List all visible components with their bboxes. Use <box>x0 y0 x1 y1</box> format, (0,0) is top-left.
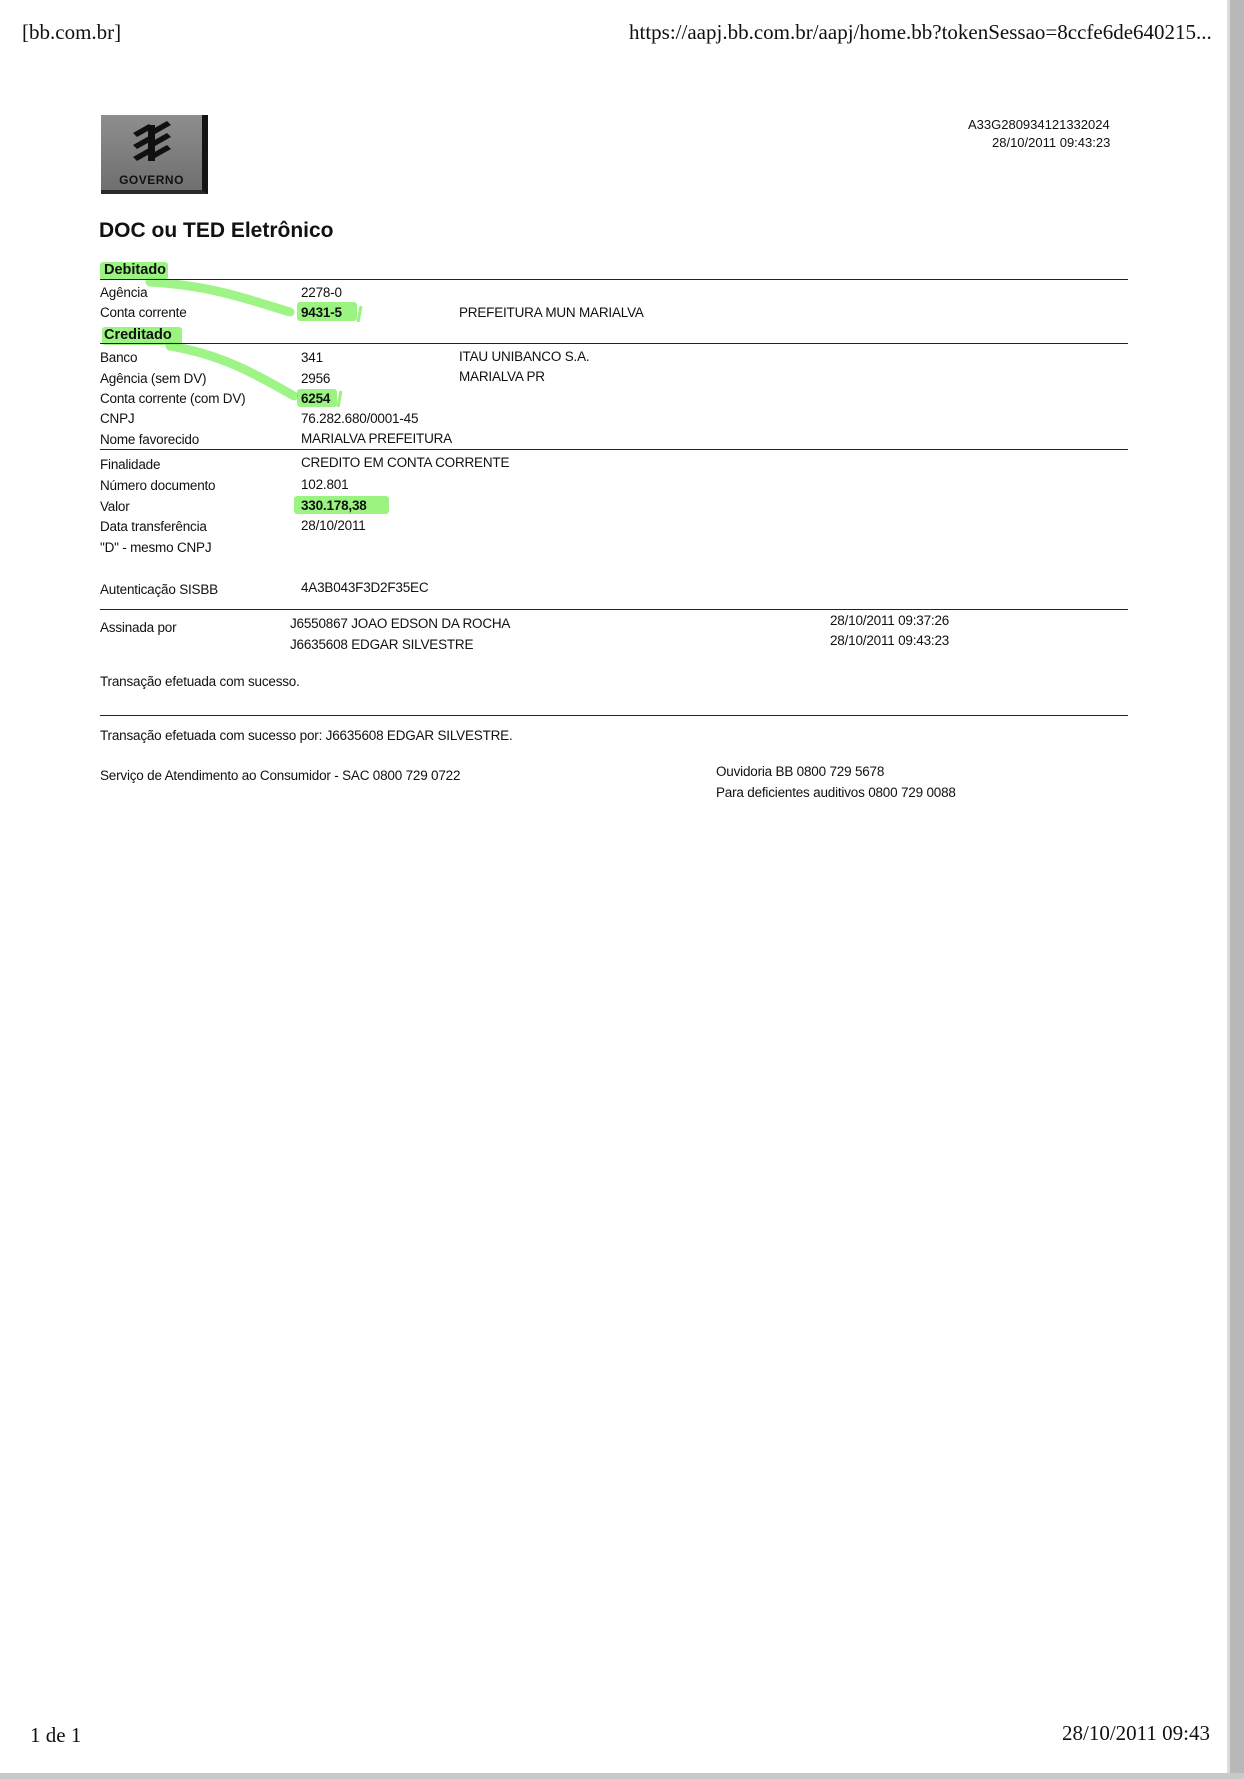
creditado-conta-label: Conta corrente (com DV) <box>100 391 246 406</box>
creditado-cidade: MARIALVA PR <box>459 369 545 384</box>
assinante-datahora: 28/10/2011 09:43:23 <box>830 633 950 648</box>
page-bottom-edge <box>0 1773 1244 1779</box>
print-footer-datetime: 28/10/2011 09:43 <box>1062 1721 1210 1745</box>
divider <box>100 609 1128 610</box>
divider <box>100 715 1128 716</box>
debitado-agencia-label: Agência <box>100 285 148 300</box>
creditado-favorecido-label: Nome favorecido <box>100 432 200 447</box>
divider <box>100 279 1128 280</box>
section-debitado-heading: Debitado <box>104 262 167 278</box>
debitado-titular: PREFEITURA MUN MARIALVA <box>459 305 644 320</box>
mesmo-cnpj-label: "D" - mesmo CNPJ <box>100 540 212 555</box>
assinada-por-label: Assinada por <box>100 620 177 635</box>
debitado-conta-value: 9431-5 <box>301 305 342 320</box>
creditado-cnpj-value: 76.282.680/0001-45 <box>301 411 419 426</box>
bb-logo-icon <box>129 121 175 165</box>
page-edge-shadow <box>1227 0 1230 1779</box>
creditado-banco-label: Banco <box>100 350 138 365</box>
status-sucesso: Transação efetuada com sucesso. <box>100 674 300 689</box>
divider <box>100 343 1128 344</box>
print-header-url: https://aapj.bb.com.br/aapj/home.bb?tokenSessao=8ccfe6de640215... <box>629 20 1212 44</box>
creditado-agencia-value: 2956 <box>301 371 331 386</box>
creditado-cnpj-label: CNPJ <box>100 411 135 426</box>
numero-documento-label: Número documento <box>100 478 216 493</box>
bb-logo <box>101 115 208 194</box>
reference-datetime: 28/10/2011 09:43:23 <box>992 135 1111 150</box>
creditado-favorecido-value: MARIALVA PREFEITURA <box>301 431 452 446</box>
print-footer-page: 1 de 1 <box>30 1723 82 1747</box>
autenticacao-value: 4A3B043F3D2F35EC <box>301 580 429 595</box>
reference-code: A33G280934121332024 <box>968 117 1110 132</box>
assinante-datahora: 28/10/2011 09:37:26 <box>830 613 950 628</box>
creditado-conta-value: 6254 <box>301 391 331 406</box>
creditado-banco-nome: ITAU UNIBANCO S.A. <box>459 349 590 364</box>
numero-documento-value: 102.801 <box>301 477 349 492</box>
print-header-site: [bb.com.br] <box>22 20 122 44</box>
sac-contato: Serviço de Atendimento ao Consumidor - SAC 0800 729 0722 <box>100 768 461 783</box>
page-edge <box>1230 0 1244 1779</box>
assinante-nome: J6550867 JOAO EDSON DA ROCHA <box>290 616 511 631</box>
debitado-agencia-value: 2278-0 <box>301 285 342 300</box>
valor-label: Valor <box>100 499 130 514</box>
assinante-nome: J6635608 EDGAR SILVESTRE <box>290 637 474 652</box>
status-sucesso-por: Transação efetuada com sucesso por: J6635608 EDGAR SILVESTRE. <box>100 728 513 743</box>
deficientes-contato: Para deficientes auditivos 0800 729 0088 <box>716 785 956 800</box>
creditado-agencia-label: Agência (sem DV) <box>100 371 207 386</box>
finalidade-value: CREDITO EM CONTA CORRENTE <box>301 455 510 470</box>
finalidade-label: Finalidade <box>100 457 161 472</box>
ouvidoria-contato: Ouvidoria BB 0800 729 5678 <box>716 764 885 779</box>
creditado-banco-value: 341 <box>301 350 323 365</box>
logo-caption: GOVERNO <box>119 173 184 187</box>
highlighter-strokes <box>0 0 420 420</box>
autenticacao-label: Autenticação SISBB <box>100 582 218 597</box>
data-transferencia-label: Data transferência <box>100 519 207 534</box>
section-creditado-heading: Creditado <box>104 327 172 343</box>
debitado-conta-label: Conta corrente <box>100 305 187 320</box>
data-transferencia-value: 28/10/2011 <box>301 518 366 533</box>
valor-value: 330.178,38 <box>301 498 367 513</box>
divider <box>100 449 1128 450</box>
page-title: DOC ou TED Eletrônico <box>99 219 334 242</box>
